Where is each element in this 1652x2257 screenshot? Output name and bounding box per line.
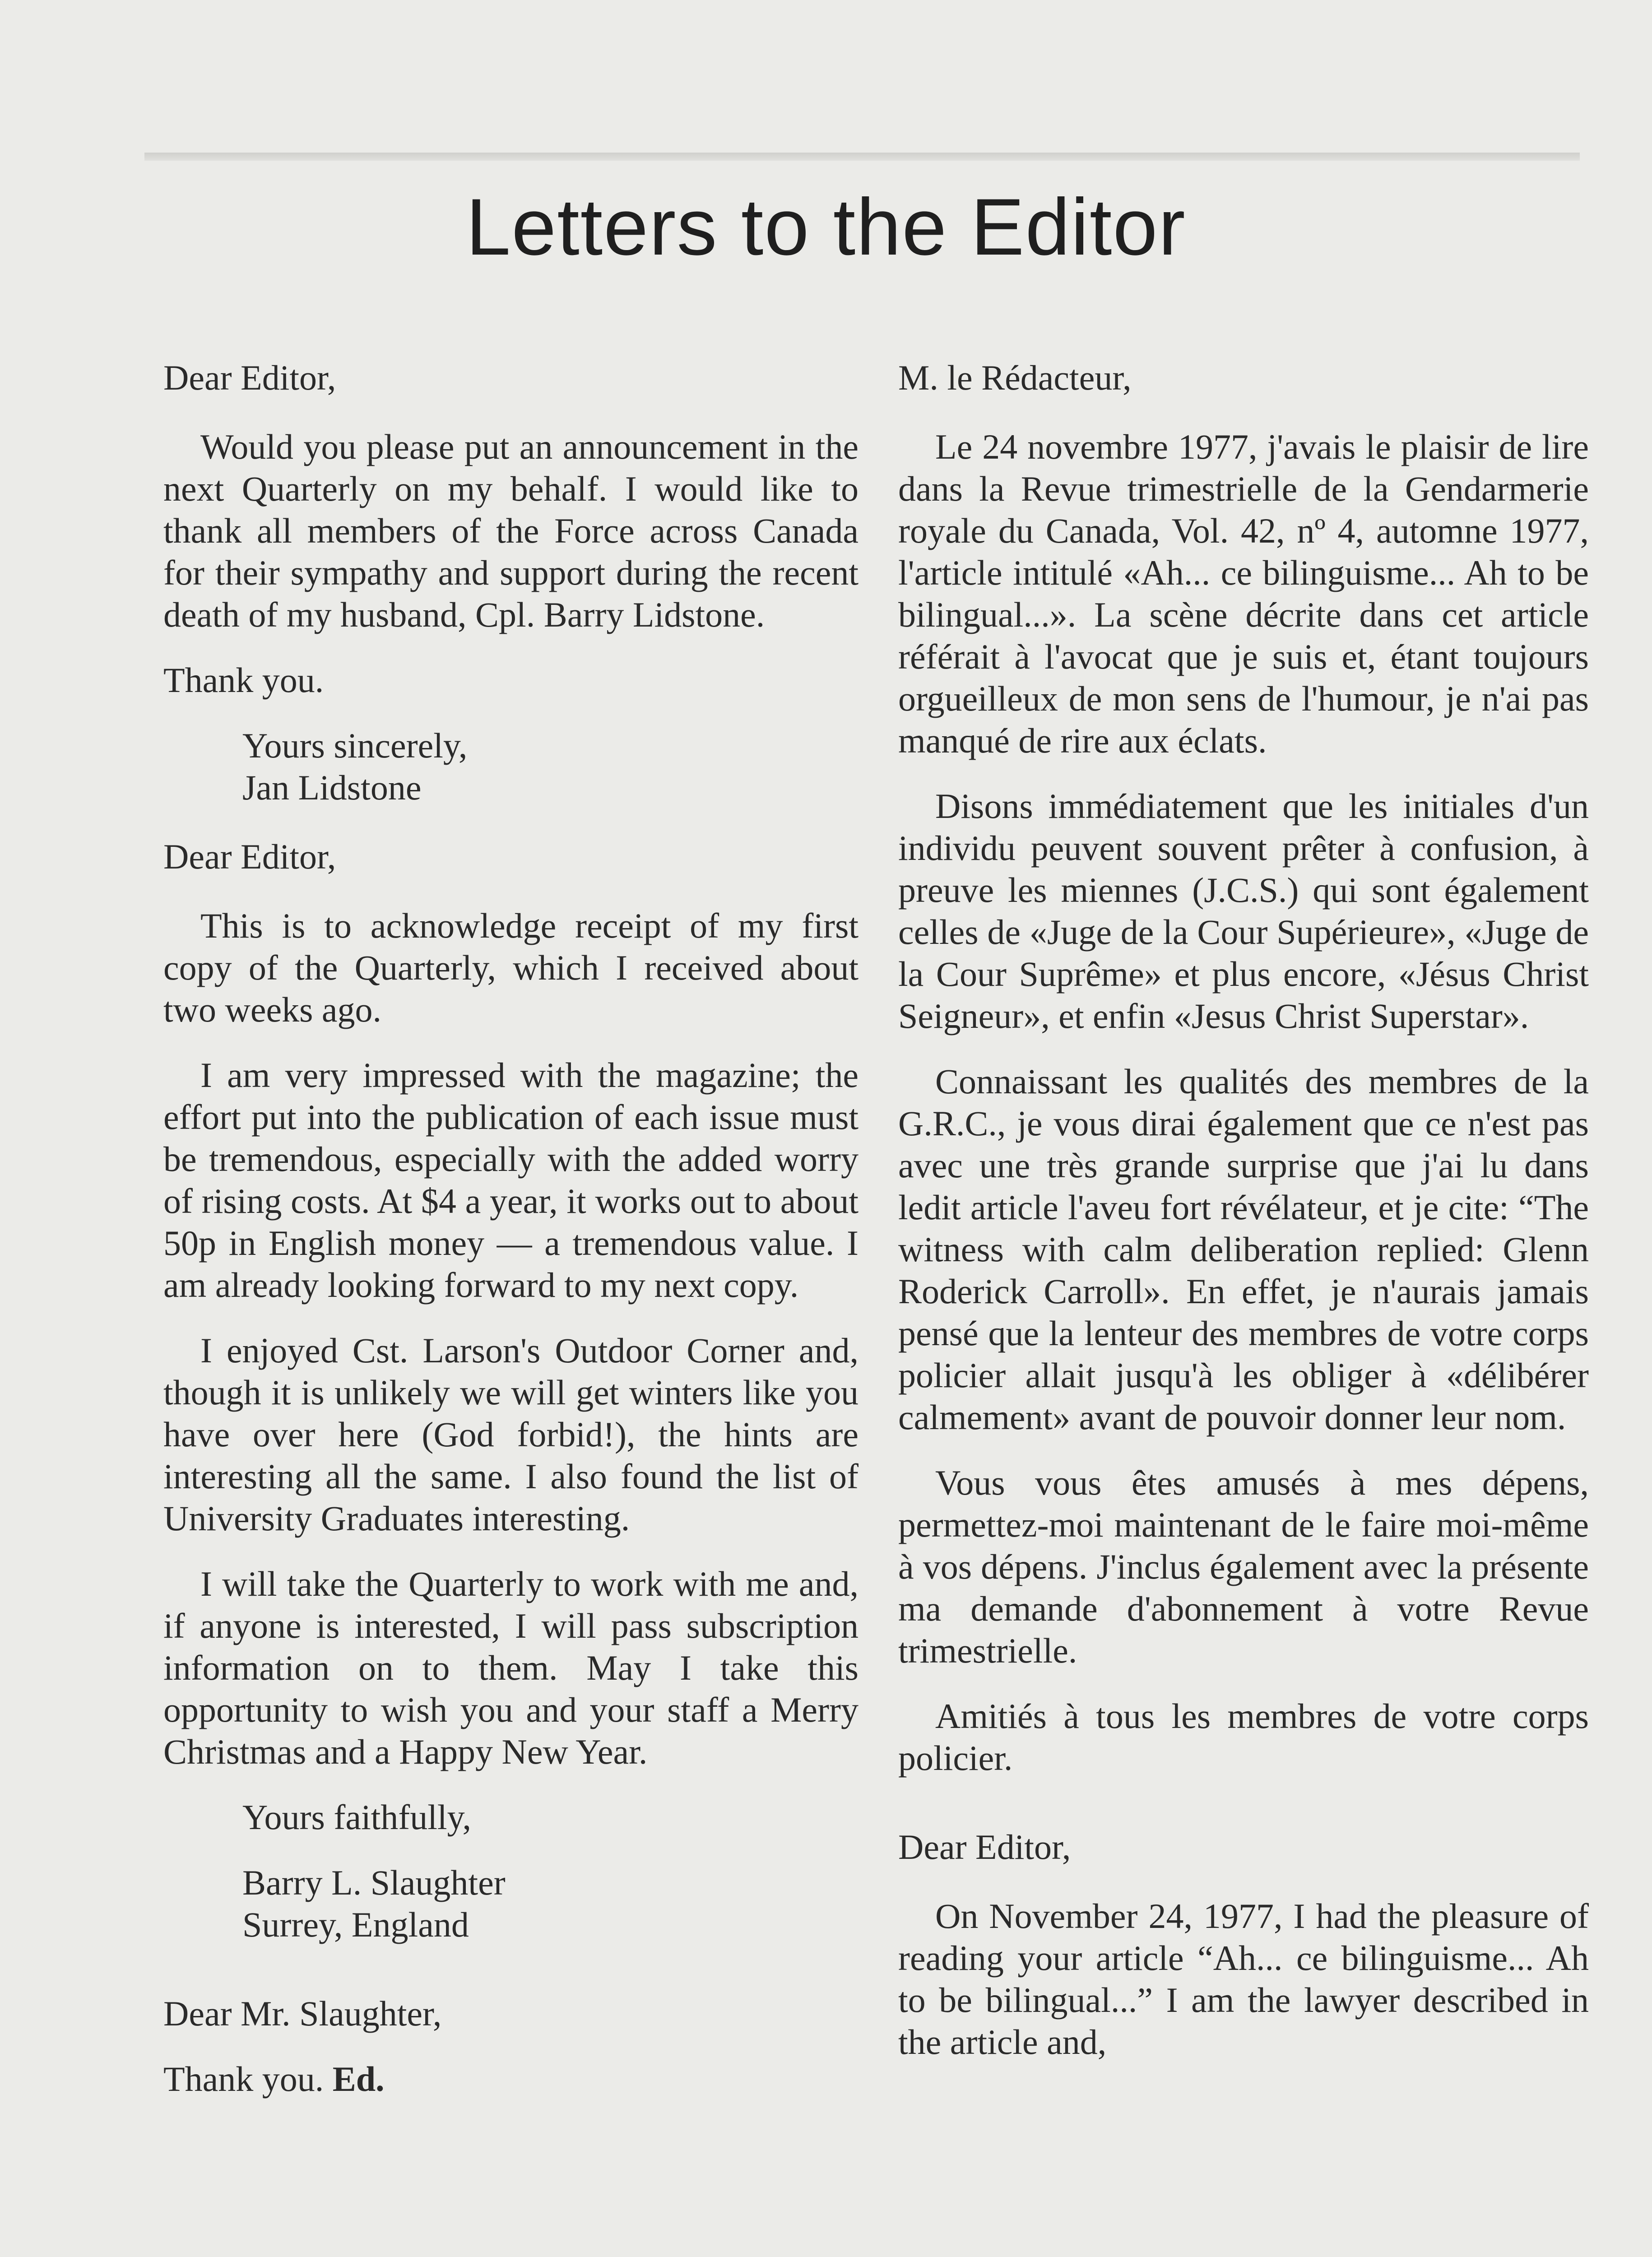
letter2-salutation: Dear Editor, [163, 837, 336, 876]
letter3-paragraph: Vous vous êtes amusés à mes dépens, permettez-moi maintenant de le faire moi-même à vos dépens. J'inclus également avec la présente ma demande d'abonnement à votre Revue trimestrielle. [898, 1463, 1589, 1670]
letter1-thanks: Thank you. [163, 660, 324, 700]
letter3-salutation: M. le Rédacteur, [898, 358, 1132, 397]
letter2-signature-block [163, 1796, 858, 1946]
letter3-paragraph: Connaissant les qualités des membres de la G.R.C., je vous dirai également que ce n'est pas avec une très grande surprise que j'ai lu dans ledit article l'aveu fort révélateur, et je cite: “The witness with calm deliberation replied: Glenn Roderick Carroll». En effet, je n'aurais jamais pensé que la lenteur des membres de votre corps policier allait jusqu'à les obliger à «délibérer calmement» avant de pouvoir donner leur nom. [898, 1062, 1589, 1437]
reply-salutation: Dear Mr. Slaughter, [163, 1994, 442, 2033]
letter2-paragraph: I am very impressed with the magazine; the effort put into the publication of each issue must be tremendous, especially with the added worry of rising costs. At $4 a year, it works out to about 50p in English money — a tremendous value. I am already looking forward to my next copy. [163, 1055, 858, 1305]
letter3-paragraph: Disons immédiatement que les initiales d'un individu peuvent souvent prêter à confusion, à preuve les miennes (J.C.S.) qui sont également celles de «Juge de la Cour Supérieure», «Juge de la Cour Suprême» et plus encore, «Jésus Christ Seigneur», et enfin «Jesus Christ Superstar». [898, 786, 1589, 1036]
left-column [163, 357, 858, 2100]
letter2-paragraph: I will take the Quarterly to work with me and, if anyone is interested, I will pass subscription information on to them. May I take this opportunity to wish you and your staff a Merry Christmas and a Happy New Year. [163, 1564, 858, 1771]
reply-thanks: Thank you. [163, 2059, 324, 2099]
letter2-signature-place: Surrey, England [242, 1905, 469, 1944]
letter1-signature: Jan Lidstone [242, 768, 422, 807]
letter3-paragraph: Amitiés à tous les membres de votre corps policier. [898, 1696, 1589, 1778]
letter1-paragraph: Would you please put an announcement in the next Quarterly on my behalf. I would like to thank all members of the Force across Canada for their sympathy and support during the recent death of my husband, Cpl. Barry Lidstone. [163, 427, 858, 634]
letter2-closing: Yours faithfully, [242, 1797, 472, 1837]
right-column [898, 357, 1589, 2063]
letter3-paragraph: Le 24 novembre 1977, j'avais le plaisir de lire dans la Revue trimestrielle de la Gendarmerie royale du Canada, Vol. 42, nº 4, automne 1977, l'article intitulé «Ah... ce bilinguisme... Ah to be bilingual...». La scène décrite dans cet article référait à l'avocat que je suis et, étant toujours orgueilleux de mon sens de l'humour, je n'ai pas manqué de rire aux éclats. [898, 427, 1589, 760]
letter1-salutation: Dear Editor, [163, 358, 336, 397]
letter4-salutation: Dear Editor, [898, 1827, 1071, 1867]
letter1-closing: Yours sincerely, [242, 726, 468, 765]
letter2-signature-name: Barry L. Slaughter [242, 1863, 506, 1902]
top-rule [144, 153, 1580, 161]
letter2-paragraph: This is to acknowledge receipt of my first copy of the Quarterly, which I received about two weeks ago. [163, 906, 858, 1029]
letter1-signature-block [163, 724, 858, 808]
letter2-paragraph: I enjoyed Cst. Larson's Outdoor Corner and, though it is unlikely we will get winters like you have over here (God forbid!), the hints are interesting all the same. I also found the list of University Graduates interesting. [163, 1331, 858, 1538]
reply-signoff: Ed. [332, 2059, 385, 2099]
reply-text [163, 2058, 858, 2100]
page-title: Letters to the Editor [466, 182, 1186, 272]
letter4-paragraph: On November 24, 1977, I had the pleasure of reading your article “Ah... ce bilinguisme... Ah to be bilingual...” I am the lawyer described in the article and, [898, 1896, 1589, 2062]
